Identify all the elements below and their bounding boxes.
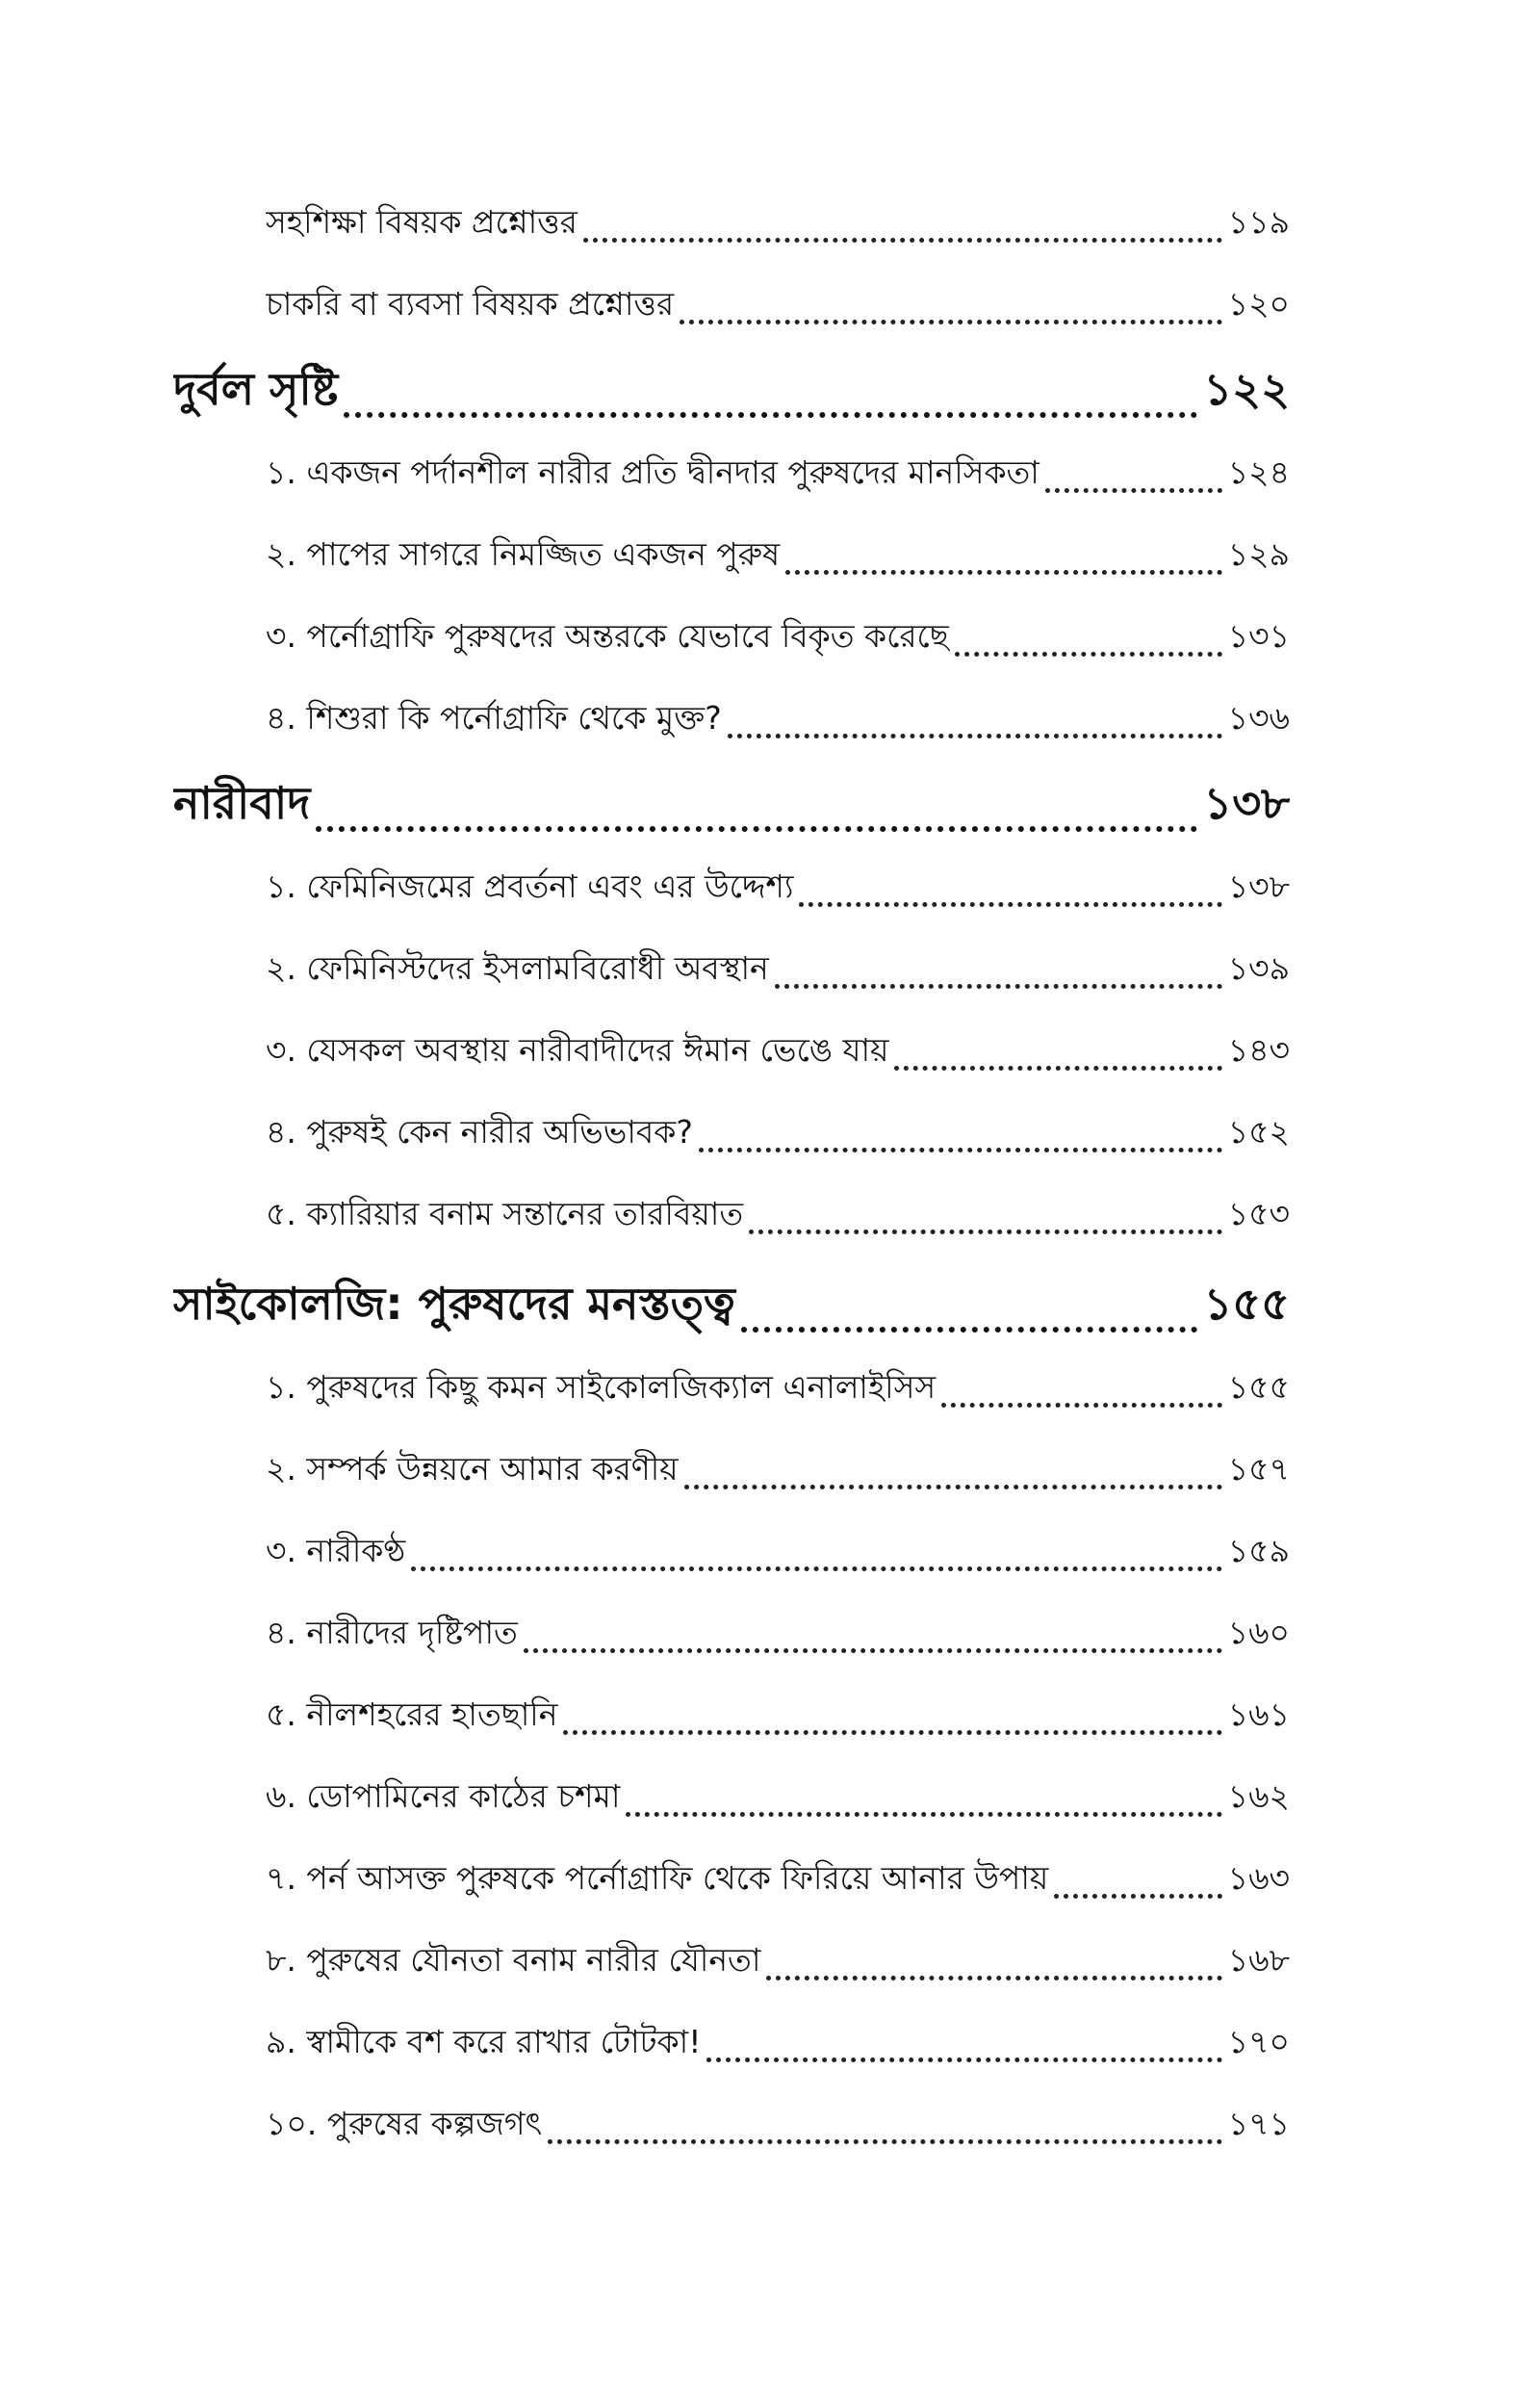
dot-leader <box>894 1066 1221 1071</box>
toc-entry-page: ১৫৭ <box>1227 1450 1290 1488</box>
dot-leader <box>775 984 1222 989</box>
toc-entry <box>266 197 1290 251</box>
toc-entry-title: ৩. পর্নোগ্রাফি পুরুষদের অন্তরকে যেভাবে বিকৃত করেছে <box>266 617 949 655</box>
toc-entry-title: ১. একজন পর্দানশীল নারীর প্রতি দ্বীনদার পুরুষদের মানসিকতা <box>266 453 1040 491</box>
dot-leader <box>941 1403 1222 1408</box>
toc-entry-title: ৮. পুরুষের যৌনতা বনাম নারীর যৌনতা <box>266 1941 761 1979</box>
toc-entry-page: ১২৯ <box>1227 535 1290 573</box>
toc-entry <box>266 611 1290 665</box>
toc-entry-title: ৪. নারীদের দৃষ্টিপাত <box>266 1614 518 1651</box>
toc-entry <box>266 1608 1290 1662</box>
toc-entry-title: ৬. ডোপামিনের কাঠের চশমা <box>266 1777 621 1815</box>
toc-entry-page: ১৩৯ <box>1227 949 1290 987</box>
toc-entry-title: চাকরি বা ব্যবসা বিষয়ক প্রশ্নোত্তর <box>266 285 675 323</box>
dot-leader <box>766 1976 1221 1980</box>
toc-section-heading <box>173 1271 1290 1344</box>
toc-entry-title: ৫. ক্যারিয়ার বনাম সন্তানের তারবিয়াত <box>266 1195 744 1232</box>
toc-entry-title: ৩. নারীকণ্ঠ <box>266 1532 406 1569</box>
toc-entry <box>266 530 1290 583</box>
toc-entry <box>266 1853 1290 1907</box>
toc-entry-page: ১৫৫ <box>1227 1368 1290 1406</box>
toc-entry-page: ১৩৬ <box>1227 699 1290 737</box>
dot-leader <box>955 652 1222 657</box>
dot-leader <box>524 1648 1222 1653</box>
toc-entry <box>266 944 1290 997</box>
toc-entry <box>266 1025 1290 1079</box>
toc-entry <box>266 2099 1290 2153</box>
toc-entry-page: ১২০ <box>1227 285 1290 323</box>
dot-leader <box>626 1812 1221 1817</box>
toc-section-heading <box>173 770 1290 843</box>
toc-section-page: ১২২ <box>1203 363 1290 415</box>
toc-entry-title: ২. সম্পর্ক উন্নয়নে আমার করণীয় <box>266 1450 679 1488</box>
toc-entry-title: সহশিক্ষা বিষয়ক প্রশ্নোত্তর <box>266 203 578 241</box>
toc-entry <box>266 1107 1290 1161</box>
toc-entry-page: ১৫২ <box>1227 1113 1290 1151</box>
toc-entry-page: ১২৪ <box>1227 453 1290 491</box>
toc-entry-page: ১৭০ <box>1227 2023 1290 2060</box>
toc-entry-page: ১৬৩ <box>1227 1859 1290 1897</box>
dot-leader <box>316 826 1197 832</box>
toc-entry-page: ১৫৩ <box>1227 1195 1290 1232</box>
toc-entry-page: ১৫৯ <box>1227 1532 1290 1569</box>
toc-entry <box>266 1935 1290 1989</box>
dot-leader <box>1054 1894 1221 1899</box>
dot-leader <box>799 902 1221 907</box>
dot-leader <box>563 1730 1221 1735</box>
dot-leader <box>749 1229 1222 1234</box>
dot-leader <box>1045 488 1222 493</box>
toc-entry-page: ১৩৮ <box>1227 867 1290 905</box>
toc-entry-title: ৭. পর্ন আসক্ত পুরুষকে পর্নোগ্রাফি থেকে ফিরিয়ে আনার উপায় <box>266 1859 1049 1897</box>
toc-section-title: সাইকোলজি: পুরুষদের মনস্তত্ত্ব <box>173 1278 735 1330</box>
toc-entry-title: ৪. শিশুরা কি পর্নোগ্রাফি থেকে মুক্ত? <box>266 699 722 737</box>
dot-leader <box>741 1327 1198 1333</box>
toc-entry-title: ৯. স্বামীকে বশ করে রাখার টোটকা! <box>266 2023 702 2060</box>
toc-entry <box>266 1189 1290 1243</box>
toc-entry <box>266 693 1290 747</box>
toc-section-title: নারীবাদ <box>173 777 311 829</box>
dot-leader <box>344 412 1197 418</box>
toc-entry <box>266 1526 1290 1580</box>
toc-entry-title: ১. পুরুষদের কিছু কমন সাইকোলজিক্যাল এনালাইসিস <box>266 1368 937 1406</box>
dot-leader <box>699 1148 1222 1152</box>
toc-entry <box>266 1362 1290 1416</box>
dot-leader <box>583 238 1222 243</box>
toc-entry-page: ১৪৩ <box>1227 1031 1290 1069</box>
dot-leader <box>411 1566 1221 1571</box>
dot-leader <box>684 1485 1222 1489</box>
toc-entry-title: ৫. নীলশহরের হাতছানি <box>266 1695 558 1733</box>
toc-entry-title: ২. পাপের সাগরে নিমজ্জিত একজন পুরুষ <box>266 535 781 573</box>
toc-entry-page: ১৩১ <box>1227 617 1290 655</box>
toc-entry <box>266 1772 1290 1825</box>
toc-section-title: দুর্বল সৃষ্টি <box>173 363 339 415</box>
toc-entry-page: ১৬১ <box>1227 1695 1290 1733</box>
toc-entry-title: ৩. যেসকল অবস্থায় নারীবাদীদের ঈমান ভেঙে যায় <box>266 1031 889 1069</box>
toc-entry-page: ১৬০ <box>1227 1614 1290 1651</box>
toc-entry-page: ১১৯ <box>1227 203 1290 241</box>
toc-entry-page: ১৬৮ <box>1227 1941 1290 1979</box>
toc-section-page: ১৩৮ <box>1203 777 1290 829</box>
toc-entry <box>266 279 1290 333</box>
toc-entry-page: ১৬২ <box>1227 1777 1290 1815</box>
dot-leader <box>785 570 1221 575</box>
dot-leader <box>706 2057 1221 2062</box>
dot-leader <box>548 2139 1222 2144</box>
toc-entry-title: ৪. পুরুষই কেন নারীর অভিভাবক? <box>266 1113 693 1151</box>
toc-section-page: ১৫৫ <box>1203 1278 1290 1330</box>
toc-section-heading <box>173 356 1290 429</box>
dot-leader <box>680 320 1222 324</box>
toc-entry <box>266 448 1290 502</box>
toc-entry <box>266 862 1290 916</box>
toc-entry <box>266 1690 1290 1744</box>
toc-entry-title: ২. ফেমিনিস্টদের ইসলামবিরোধী অবস্থান <box>266 949 769 987</box>
dot-leader <box>728 734 1222 738</box>
toc-entry-title: ১. ফেমিনিজমের প্রবর্তনা এবং এর উদ্দেশ্য <box>266 867 794 905</box>
toc-entry-page: ১৭১ <box>1227 2105 1290 2142</box>
toc-entry <box>266 2017 1290 2071</box>
toc-entry-title: ১০. পুরুষের কল্পজগৎ <box>266 2105 543 2142</box>
toc-entry <box>266 1444 1290 1498</box>
